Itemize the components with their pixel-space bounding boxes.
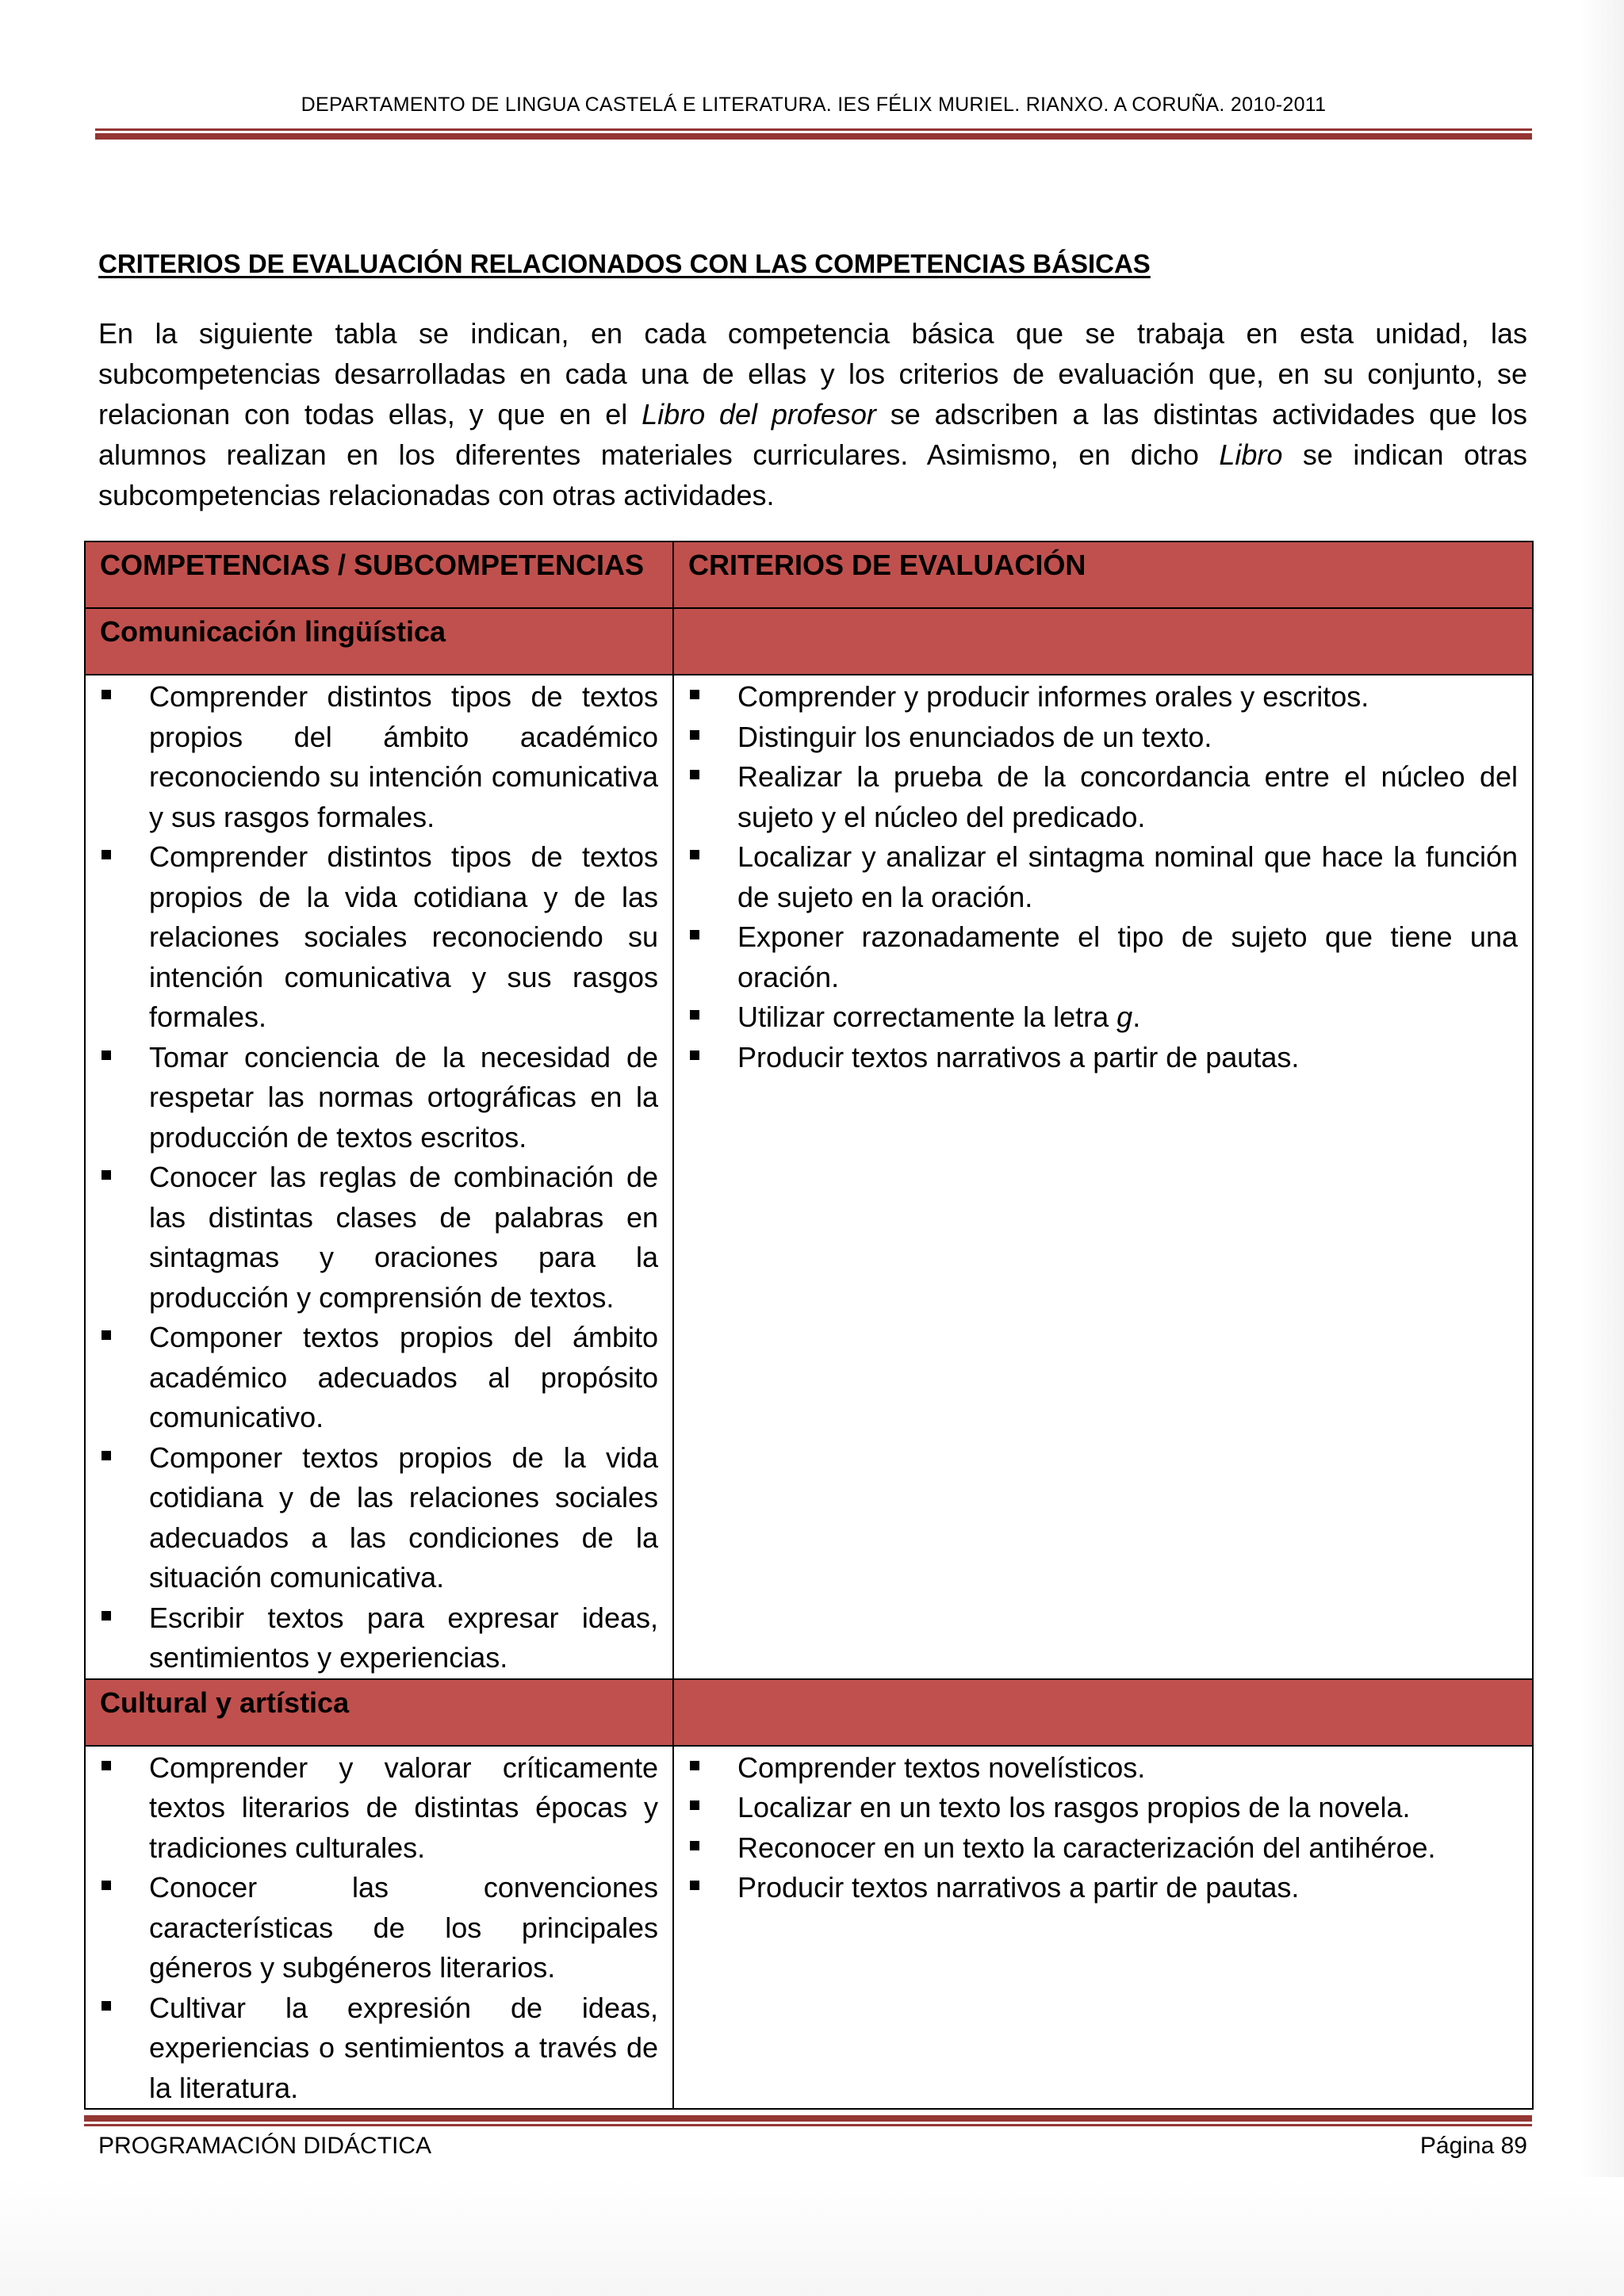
list-item: Componer textos propios del ámbito académico adecuados al propósito comunicativo.: [100, 1318, 658, 1438]
list-item: Comprender y valorar críticamente textos literarios de distintas épocas y tradiciones culturales.: [100, 1748, 658, 1869]
page-number: Página 89: [1419, 2133, 1527, 2159]
list-item: Reconocer en un texto la caracterización del antihéroe.: [688, 1828, 1518, 1869]
list-item: Comprender y producir informes orales y escritos.: [688, 677, 1518, 718]
intro-italic-libro-profesor: Libro del profesor: [642, 398, 876, 430]
section-row-comunicacion: [85, 608, 1533, 675]
list-item: Cultivar la expresión de ideas, experiencias o sentimientos a través de la literatura.: [100, 1988, 658, 2109]
criteria-table: [84, 541, 1534, 2110]
list-item: Realizar la prueba de la concordancia entre el núcleo del sujeto y el núcleo del predicado.: [688, 757, 1518, 837]
section-title: CRITERIOS DE EVALUACIÓN RELACIONADOS CON LAS COMPETENCIAS BÁSICAS: [98, 249, 1151, 278]
section-name: Cultural y artística: [85, 1679, 673, 1746]
list-item: Exponer razonadamente el tipo de sujeto que tiene una oración.: [688, 917, 1518, 997]
column-header-competencias: COMPETENCIAS / SUBCOMPETENCIAS: [85, 541, 673, 608]
list-item: Producir textos narrativos a partir de pautas.: [688, 1038, 1518, 1078]
footer-title: PROGRAMACIÓN DIDÁCTICA: [98, 2133, 432, 2159]
column-header-criterios: CRITERIOS DE EVALUACIÓN: [673, 541, 1533, 608]
page-bottom-shadow: [0, 2177, 1624, 2296]
list-item: Localizar y analizar el sintagma nominal que hace la función de sujeto en la oración.: [688, 837, 1518, 917]
list-item: Componer textos propios de la vida cotidiana y de las relaciones sociales adecuados a las condiciones de la situación comunicativa.: [100, 1438, 658, 1598]
running-header: DEPARTAMENTO DE LINGUA CASTELÁ E LITERATURA. IES FÉLIX MURIEL. RIANXO. A CORUÑA. 2010-2011: [301, 94, 1327, 116]
page-edge-shadow: [1580, 0, 1624, 2296]
footer-rule: [84, 2115, 1532, 2126]
list-item: Producir textos narrativos a partir de pautas.: [688, 1868, 1518, 1908]
criterios-cell: [673, 675, 1533, 1679]
table-header-row: [85, 541, 1533, 608]
intro-italic-libro: Libro: [1219, 438, 1283, 471]
header-rule: [95, 128, 1532, 140]
list-item: Distinguir los enunciados de un texto.: [688, 718, 1518, 758]
list-item: Comprender textos novelísticos.: [688, 1748, 1518, 1789]
intro-paragraph: En la siguiente tabla se indican, en cada competencia básica que se trabaja en esta unidad, las subcompetencias desarrolladas en cada una de ellas y los criterios de evaluación que, en su conjunto, se relacionan con todas ellas, y que en el Libro del profesor se adscriben a las distintas actividades que los alumnos realizan en los diferentes materiales curriculares. Asimismo, en dicho Libro se indican otras subcompetencias relacionadas con otras actividades.: [98, 317, 1527, 511]
table-row: [85, 1746, 1533, 2110]
subcompetencias-cell: [85, 675, 673, 1679]
list-item: Tomar conciencia de la necesidad de respetar las normas ortográficas en la producción de textos escritos.: [100, 1038, 658, 1158]
list-item: Escribir textos para expresar ideas, sentimientos y experiencias.: [100, 1598, 658, 1678]
list-item: Utilizar correctamente la letra g.: [688, 997, 1518, 1038]
list-item: Comprender distintos tipos de textos propios del ámbito académico reconociendo su intención comunicativa y sus rasgos formales.: [100, 677, 658, 837]
section-row-cultural: [85, 1679, 1533, 1746]
subcompetencias-cell: [85, 1746, 673, 2110]
list-item: Comprender distintos tipos de textos propios de la vida cotidiana y de las relaciones sociales reconociendo su intención comunicativa y sus rasgos formales.: [100, 837, 658, 1038]
list-item: Conocer las reglas de combinación de las distintas clases de palabras en sintagmas y oraciones para la producción y comprensión de textos.: [100, 1158, 658, 1318]
section-name: Comunicación lingüística: [85, 608, 673, 675]
list-item: Conocer las convenciones características de los principales géneros y subgéneros literarios.: [100, 1868, 658, 1988]
criterios-cell: [673, 1746, 1533, 2110]
list-item: Localizar en un texto los rasgos propios de la novela.: [688, 1788, 1518, 1828]
table-row: [85, 675, 1533, 1679]
